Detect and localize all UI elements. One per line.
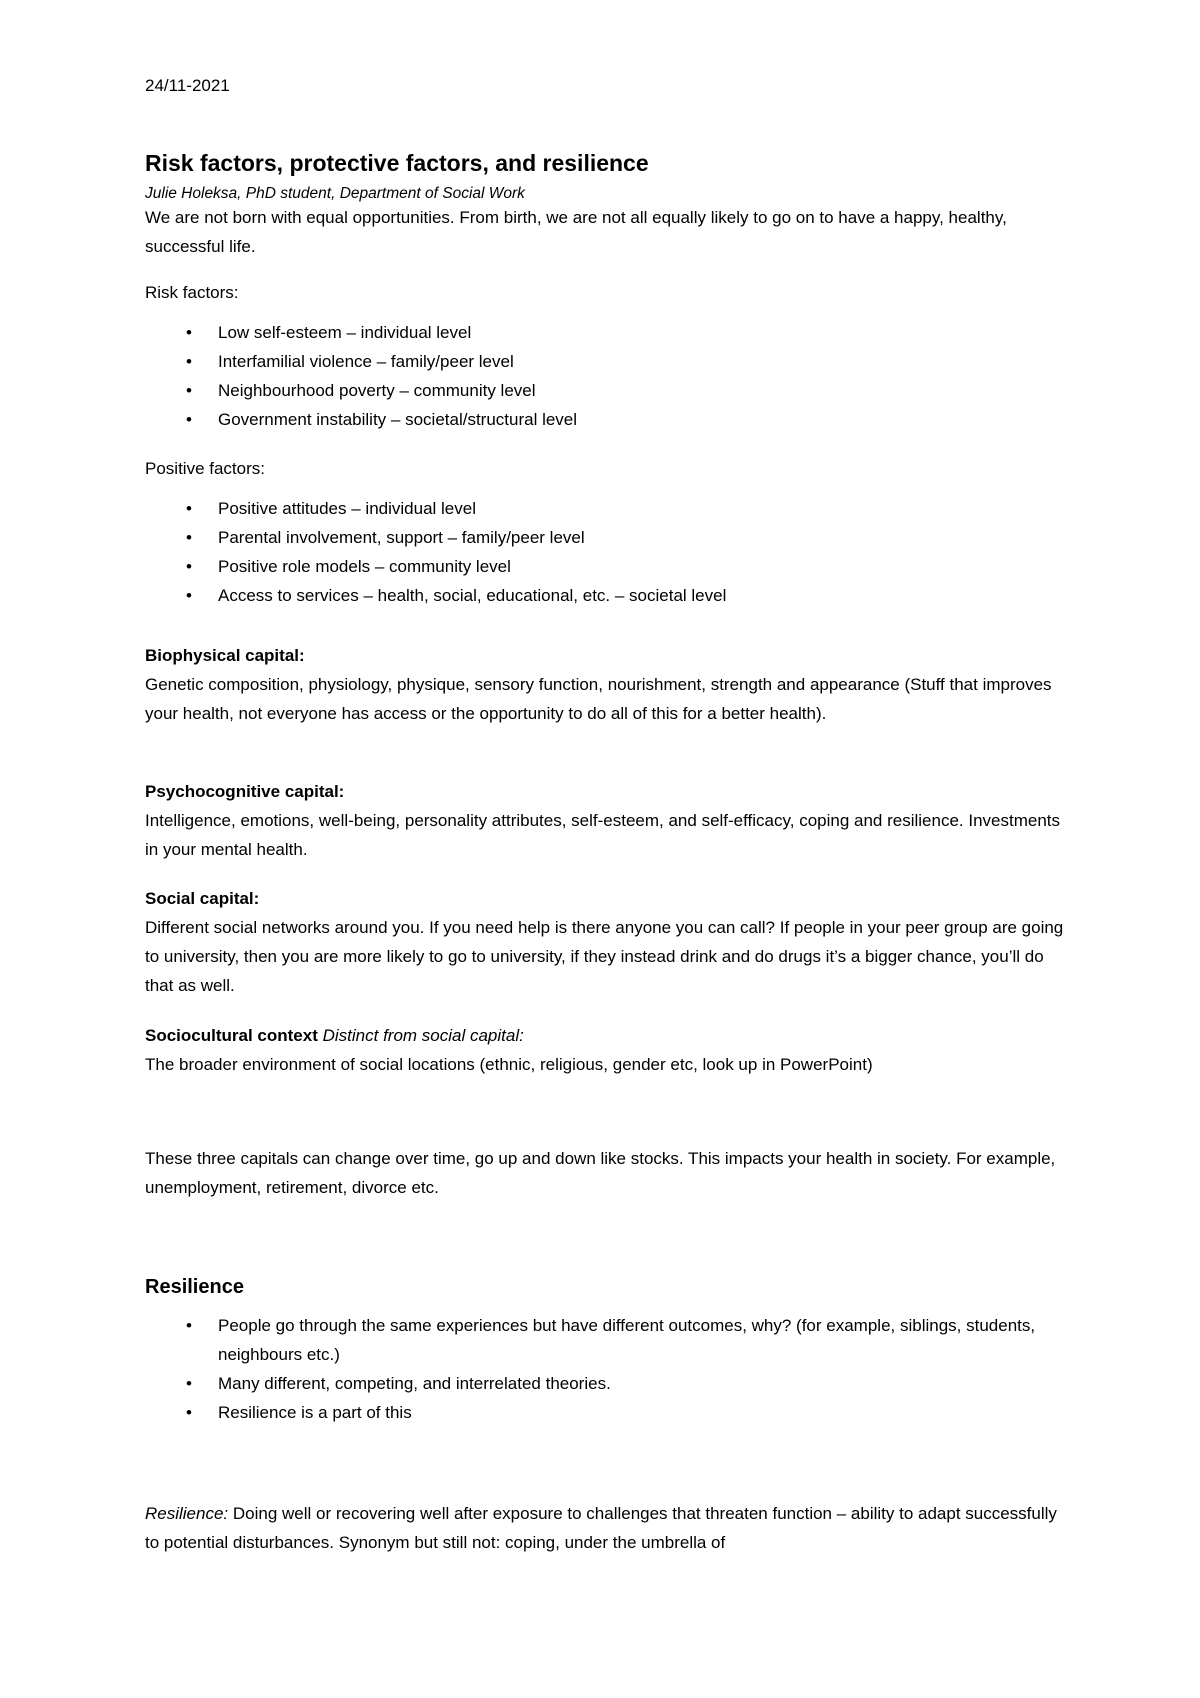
sociocultural-heading-line xyxy=(145,1021,1065,1050)
bullet-icon: • xyxy=(186,499,192,518)
resilience-list xyxy=(145,1311,1065,1427)
sociocultural-heading-italic: Distinct from social capital: xyxy=(322,1026,524,1045)
document-title: Risk factors, protective factors, and resilience xyxy=(145,150,649,176)
list-item: • Government instability – societal/structural level xyxy=(145,405,1065,434)
document-author: Julie Holeksa, PhD student, Department of Social Work xyxy=(145,185,525,202)
psychocognitive-heading: Psychocognitive capital: xyxy=(145,782,345,801)
positive-factors-label: Positive factors: xyxy=(145,459,265,478)
bullet-icon: • xyxy=(186,1403,192,1422)
list-item: • Parental involvement, support – family/peer level xyxy=(145,523,1065,552)
risk-factors-list xyxy=(145,318,1065,434)
psychocognitive-text: Intelligence, emotions, well-being, personality attributes, self-esteem, and self-efficacy, coping and resilience. Investments in your mental health. xyxy=(145,811,1061,859)
list-item: • Positive attitudes – individual level xyxy=(145,494,1065,523)
list-item: • Access to services – health, social, educational, etc. – societal level xyxy=(145,581,1065,610)
bullet-icon: • xyxy=(186,381,192,400)
bullet-icon: • xyxy=(186,1316,192,1335)
resilience-heading: Resilience xyxy=(145,1276,244,1298)
bullet-icon: • xyxy=(186,352,192,371)
bullet-icon: • xyxy=(186,1374,192,1393)
resilience-definition xyxy=(145,1499,1065,1557)
bullet-icon: • xyxy=(186,410,192,429)
list-item: • Positive role models – community level xyxy=(145,552,1065,581)
list-item: • Resilience is a part of this xyxy=(145,1398,1065,1427)
social-capital-text: Different social networks around you. If you need help is there anyone you can call? If people in your peer group are going to university, then you are more likely to go to university, if they instead drink and do drugs it’s a bigger chance, you’ll do that as well. xyxy=(145,918,1064,995)
sociocultural-text: The broader environment of social locations (ethnic, religious, gender etc, look up in PowerPoint) xyxy=(145,1055,873,1074)
document-date: 24/11-2021 xyxy=(145,76,230,95)
bullet-icon: • xyxy=(186,557,192,576)
bullet-icon: • xyxy=(186,528,192,547)
risk-factors-label: Risk factors: xyxy=(145,283,239,302)
list-item: • Low self-esteem – individual level xyxy=(145,318,1065,347)
capitals-note: These three capitals can change over time, go up and down like stocks. This impacts your health in society. For example, unemployment, retirement, divorce etc. xyxy=(145,1149,1056,1197)
sociocultural-section xyxy=(145,1021,1065,1079)
biophysical-text: Genetic composition, physiology, physique, sensory function, nourishment, strength and appearance (Stuff that improves your health, not everyone has access or the opportunity to do all of this for a better health). xyxy=(145,675,1052,723)
sociocultural-heading: Sociocultural context xyxy=(145,1026,318,1045)
list-item: • People go through the same experiences but have different outcomes, why? (for example, siblings, students, neighbours etc.) xyxy=(145,1311,1065,1369)
social-capital-heading: Social capital: xyxy=(145,889,260,908)
psychocognitive-section xyxy=(145,777,1065,864)
bullet-icon: • xyxy=(186,323,192,342)
biophysical-section xyxy=(145,641,1065,728)
list-item: • Neighbourhood poverty – community level xyxy=(145,376,1065,405)
bullet-icon: • xyxy=(186,586,192,605)
resilience-definition-text: Doing well or recovering well after exposure to challenges that threaten function – ability to adapt successfully to potential disturbances. Synonym but still not: coping, under the umbrella of xyxy=(145,1504,1057,1552)
biophysical-heading: Biophysical capital: xyxy=(145,646,305,665)
positive-factors-list xyxy=(145,494,1065,610)
intro-paragraph: We are not born with equal opportunities. From birth, we are not all equally likely to go on to have a happy, healthy, successful life. xyxy=(145,208,1007,256)
list-item: • Many different, competing, and interrelated theories. xyxy=(145,1369,1065,1398)
resilience-definition-label: Resilience: xyxy=(145,1504,229,1523)
social-capital-section xyxy=(145,884,1065,1000)
list-item: • Interfamilial violence – family/peer level xyxy=(145,347,1065,376)
